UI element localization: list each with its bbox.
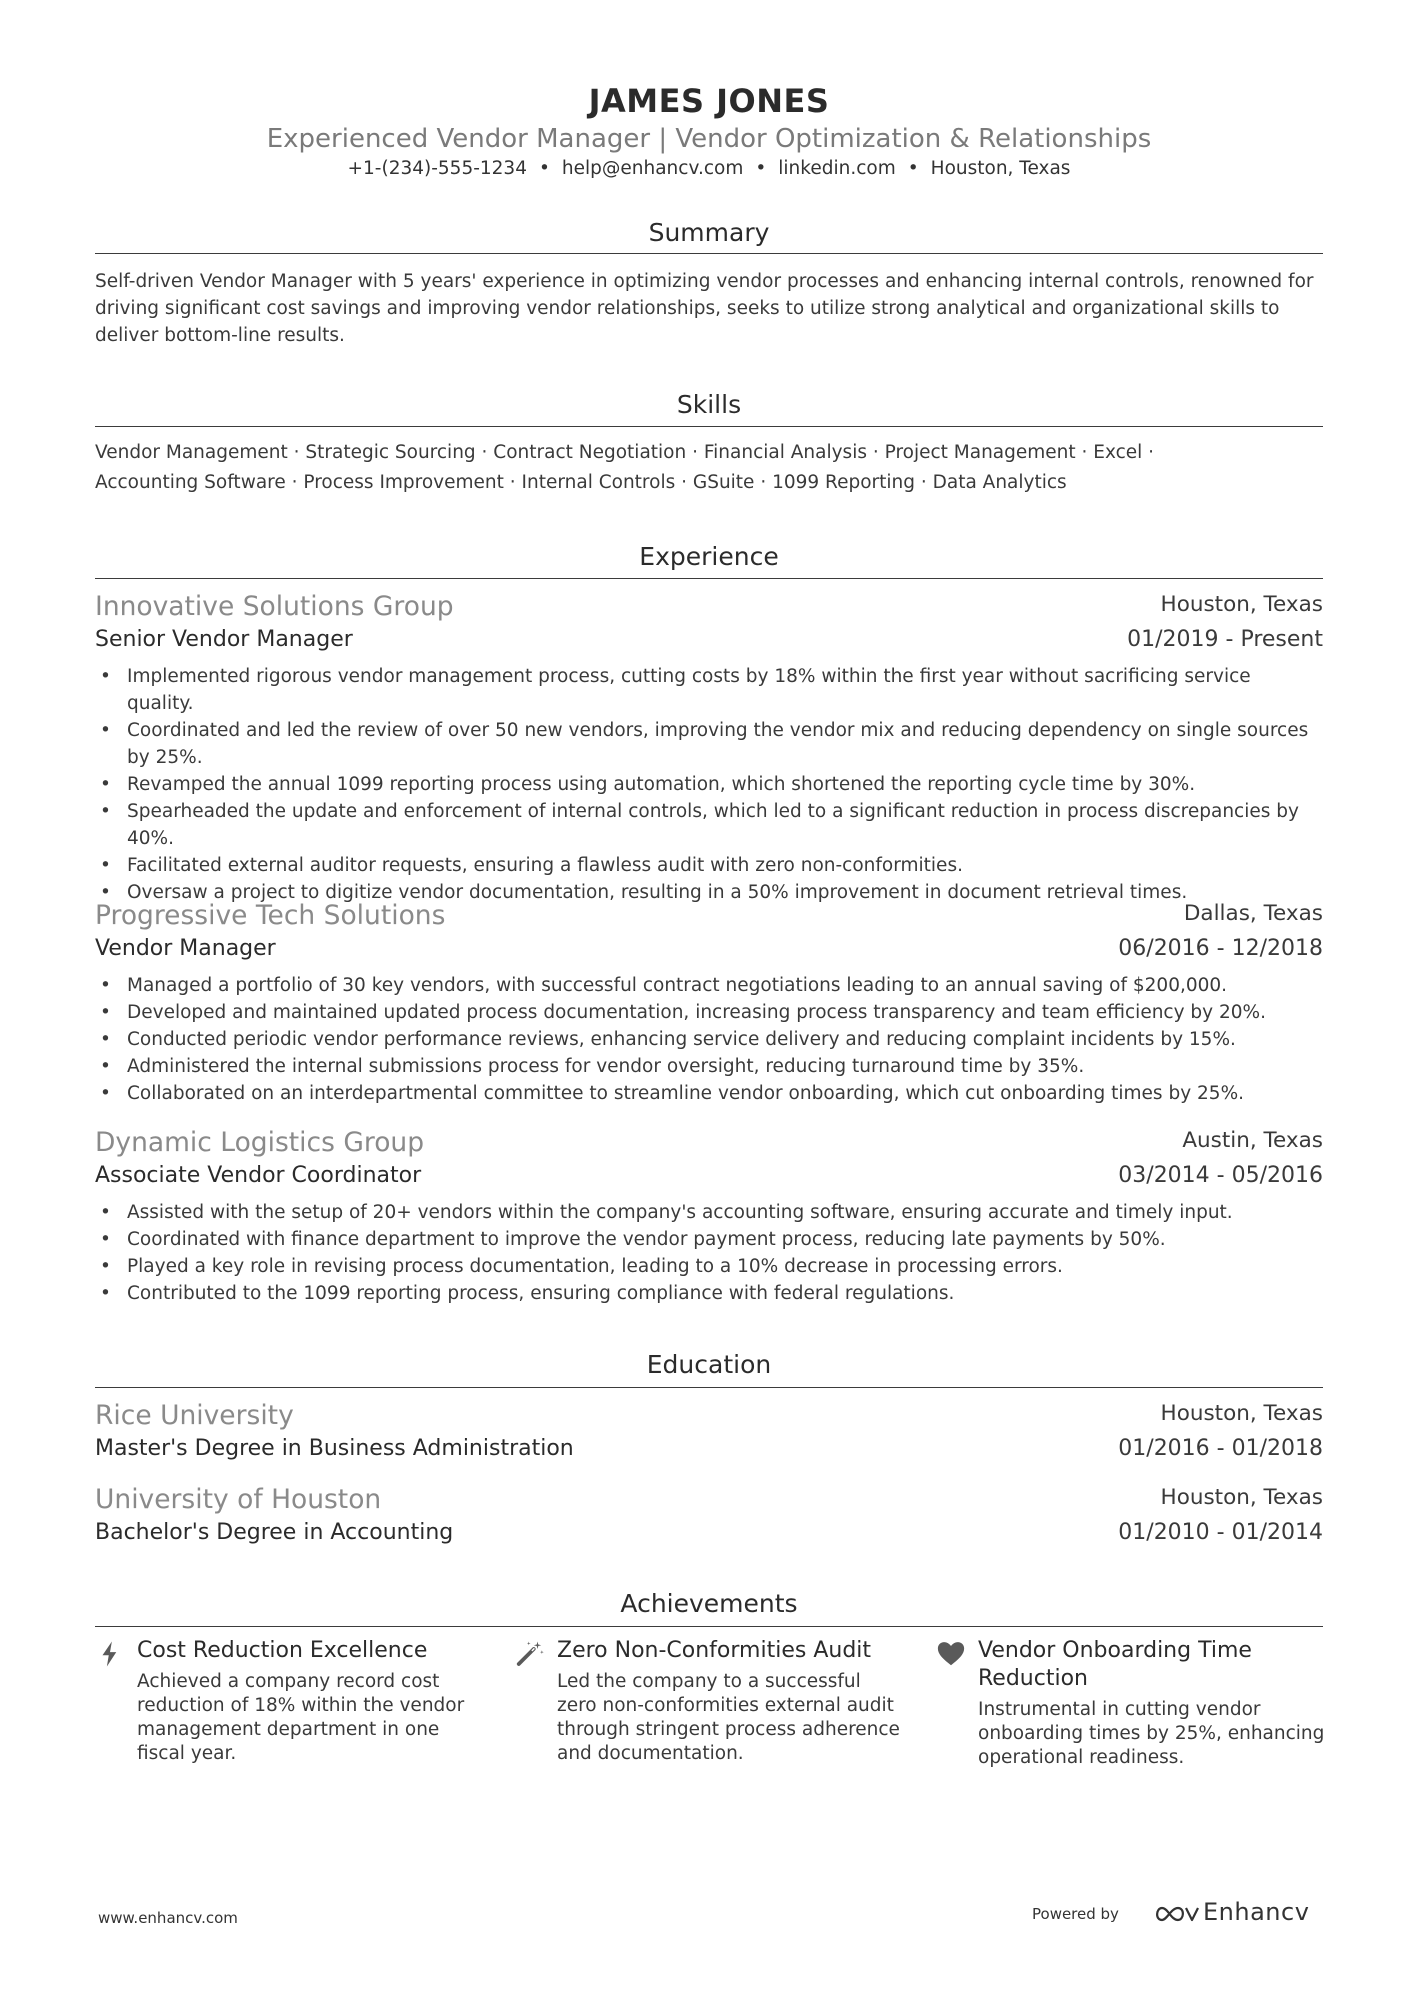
job-company: Progressive Tech Solutions	[95, 900, 446, 931]
list-item: • Administered the internal submissions process for vendor oversight, reducing turnaround time by 35%.	[95, 1053, 1323, 1080]
separator-dot: •	[755, 158, 767, 179]
education-degree: Bachelor's Degree in Accounting	[95, 1520, 454, 1545]
skills-heading: Skills	[676, 390, 742, 419]
list-item: • Conducted periodic vendor performance reviews, enhancing service delivery and reducing complaint incidents by 15%.	[95, 1026, 1323, 1053]
section-divider	[95, 578, 1323, 579]
powered-by-label: Powered by	[1032, 1905, 1119, 1923]
list-item: • Developed and maintained updated process documentation, increasing process transparency and team efficiency by 20%.	[95, 999, 1323, 1026]
footer-website-link[interactable]: www.enhancv.com	[98, 1909, 238, 1927]
achievement-title: Cost Reduction Excellence	[137, 1638, 428, 1663]
job-dates: 06/2016 - 12/2018	[1118, 936, 1323, 961]
job-dates: 03/2014 - 05/2016	[1118, 1163, 1323, 1188]
achievement-description: Led the company to a successful zero non-conformities external audit through stringent process adherence and documentation.	[557, 1671, 900, 1764]
education-dates: 01/2016 - 01/2018	[1118, 1436, 1323, 1461]
summary-text: Self-driven Vendor Manager with 5 years' experience in optimizing vendor processes and enhancing internal controls, renowned for driving significant cost savings and improving vendor relationships, seeks to utilize strong analytical and organizational skills to deliver bottom-line results.	[95, 271, 1314, 346]
list-item: • Spearheaded the update and enforcement of internal controls, which led to a significant reduction in process discrepancies by 40%.	[95, 798, 1323, 852]
list-item: • Managed a portfolio of 30 key vendors, with successful contract negotiations leading to an annual saving of $200,000.	[95, 972, 1323, 999]
section-divider	[95, 1387, 1323, 1388]
job-company: Dynamic Logistics Group	[95, 1127, 425, 1158]
list-item: • Played a key role in revising process documentation, leading to a 10% decrease in processing errors.	[95, 1253, 1323, 1280]
education-school: Rice University	[95, 1400, 294, 1431]
job-location: Austin, Texas	[1182, 1128, 1323, 1153]
skills-line: Vendor Management · Strategic Sourcing · Contract Negotiation · Financial Analysis · Project Management · Excel ·	[95, 442, 1155, 463]
education-degree: Master's Degree in Business Administration	[95, 1436, 574, 1461]
email-link[interactable]: help@enhancv.com	[561, 158, 744, 179]
job-location: Dallas, Texas	[1183, 901, 1323, 926]
location-text: Houston, Texas	[930, 158, 1071, 179]
job-location: Houston, Texas	[1160, 592, 1323, 617]
achievement-description: Achieved a company record cost reduction of 18% within the vendor management department in one fiscal year.	[137, 1671, 465, 1764]
achievement-title: Zero Non-Conformities Audit	[557, 1638, 872, 1663]
job-role: Senior Vendor Manager	[95, 627, 353, 652]
enhancv-logo-icon	[1152, 1902, 1200, 1926]
list-item: • Oversaw a project to digitize vendor documentation, resulting in a 50% improvement in document retrieval times.	[95, 879, 1323, 906]
list-item: • Facilitated external auditor requests, ensuring a flawless audit with zero non-conformities.	[95, 852, 1323, 879]
magic-wand-icon	[515, 1639, 545, 1669]
education-location: Houston, Texas	[1160, 1485, 1323, 1510]
separator-dot: •	[907, 158, 919, 179]
experience-heading: Experience	[639, 542, 779, 571]
education-heading: Education	[646, 1350, 772, 1379]
achievements-heading: Achievements	[620, 1589, 798, 1618]
list-item: • Assisted with the setup of 20+ vendors within the company's accounting software, ensuring accurate and timely input.	[95, 1199, 1323, 1226]
contact-line	[95, 158, 1323, 179]
education-school: University of Houston	[95, 1484, 382, 1515]
section-divider	[95, 1626, 1323, 1627]
job-role: Associate Vendor Coordinator	[95, 1163, 422, 1188]
education-location: Houston, Texas	[1160, 1401, 1323, 1426]
separator-dot: •	[538, 158, 550, 179]
list-item: • Contributed to the 1099 reporting process, ensuring compliance with federal regulations.	[95, 1280, 1323, 1307]
list-item: • Coordinated and led the review of over 50 new vendors, improving the vendor mix and reducing dependency on single sources by 25%.	[95, 717, 1323, 771]
section-divider	[95, 253, 1323, 254]
lightning-icon	[95, 1639, 125, 1669]
achievement-title: Vendor Onboarding Time Reduction	[978, 1638, 1252, 1691]
linkedin-link[interactable]: linkedin.com	[778, 158, 896, 179]
section-divider	[95, 426, 1323, 427]
achievement-description: Instrumental in cutting vendor onboarding times by 25%, enhancing operational readiness.	[978, 1699, 1325, 1768]
list-item: • Collaborated on an interdepartmental committee to streamline vendor onboarding, which cut onboarding times by 25%.	[95, 1080, 1323, 1107]
job-dates: 01/2019 - Present	[1127, 627, 1323, 652]
job-bullets	[95, 1199, 1323, 1307]
skills-line: Accounting Software · Process Improvement · Internal Controls · GSuite · 1099 Reporting · Data Analytics	[95, 472, 1067, 493]
heart-icon	[936, 1639, 966, 1669]
list-item: • Revamped the annual 1099 reporting process using automation, which shortened the reporting cycle time by 30%.	[95, 771, 1323, 798]
skills-list	[95, 438, 1323, 498]
job-bullets	[95, 663, 1323, 906]
list-item: • Coordinated with finance department to improve the vendor payment process, reducing late payments by 50%.	[95, 1226, 1323, 1253]
candidate-headline: Experienced Vendor Manager | Vendor Optimization & Relationships	[266, 124, 1152, 154]
candidate-name: JAMES JONES	[588, 82, 830, 120]
education-dates: 01/2010 - 01/2014	[1118, 1520, 1323, 1545]
job-company: Innovative Solutions Group	[95, 591, 454, 622]
phone-text: +1-(234)-555-1234	[347, 158, 527, 179]
list-item: • Implemented rigorous vendor management process, cutting costs by 18% within the first year without sacrificing service quality.	[95, 663, 1323, 717]
enhancv-brand-link[interactable]: Enhancv	[1203, 1898, 1310, 1926]
summary-heading: Summary	[648, 218, 770, 247]
job-role: Vendor Manager	[95, 936, 276, 961]
job-bullets	[95, 972, 1323, 1107]
